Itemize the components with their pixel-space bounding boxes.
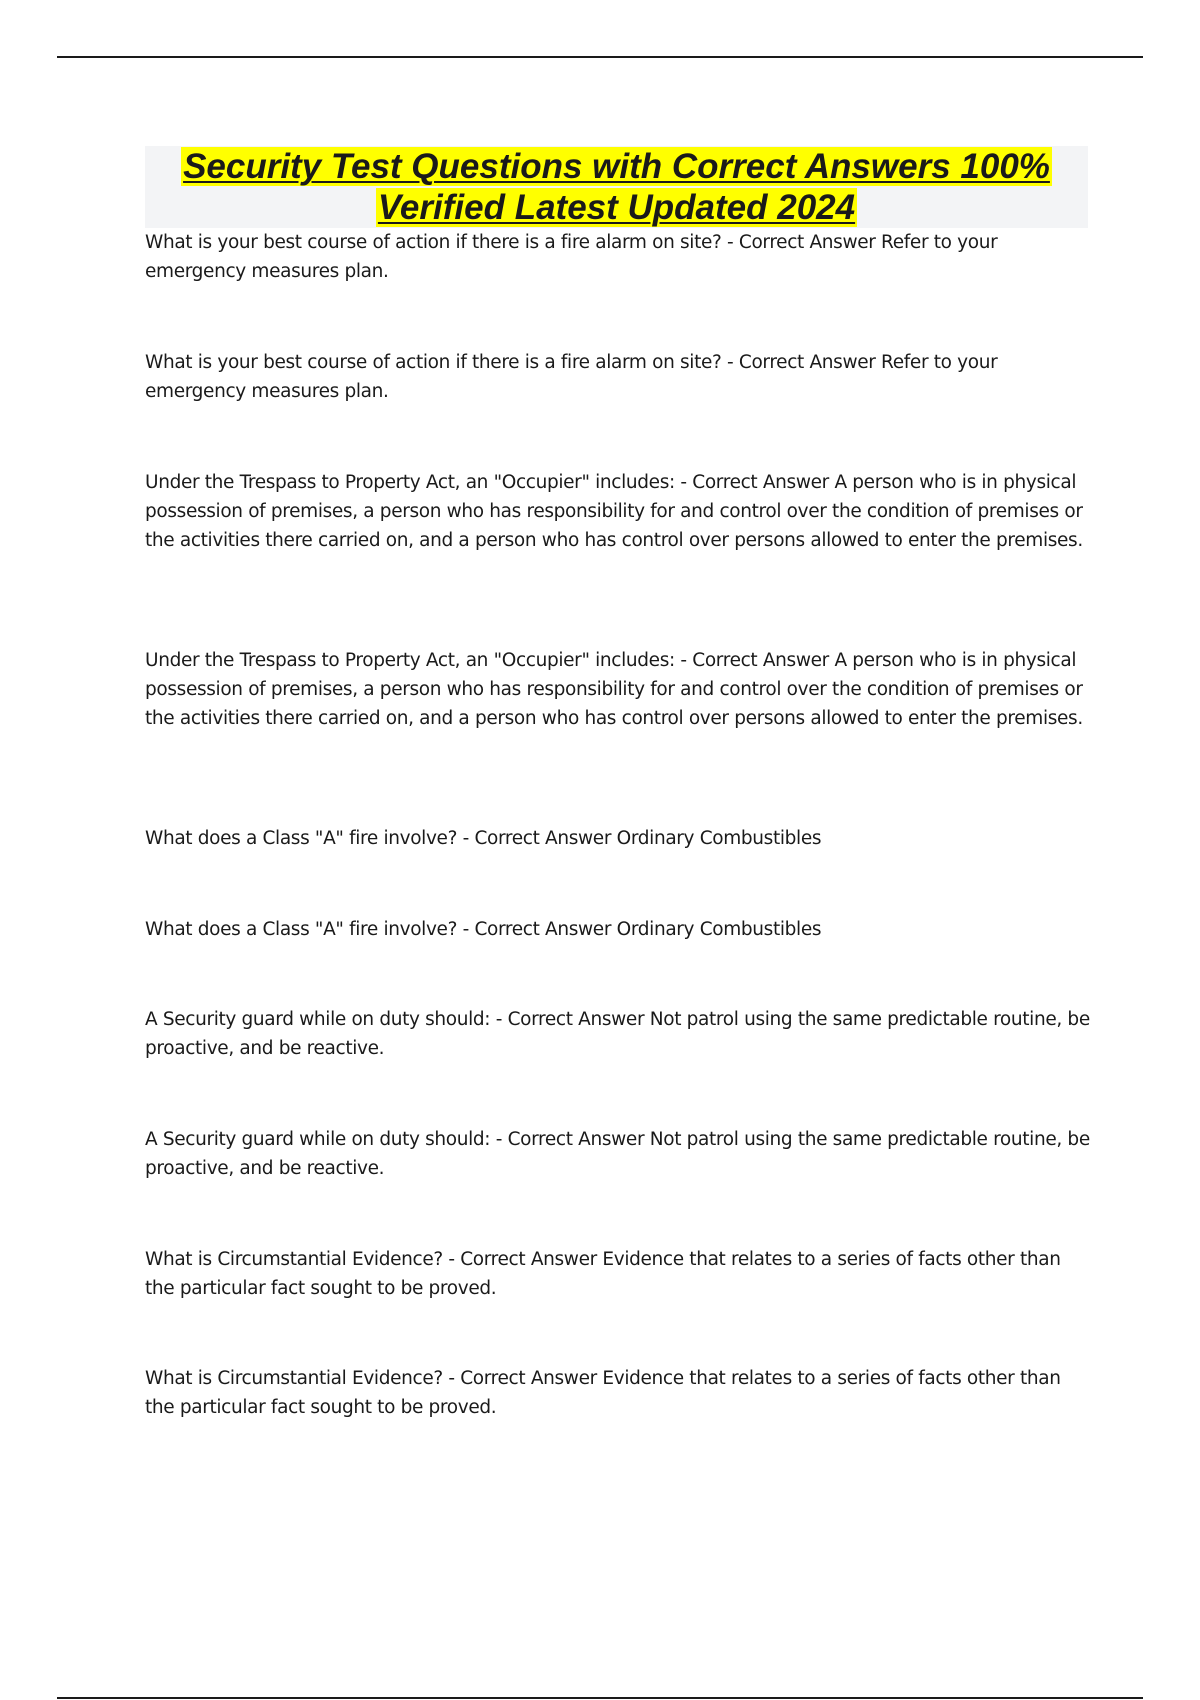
qa-entry: A Security guard while on duty should: - Correct Answer Not patrol using the same predictable routine, be proactive, and be reactive. xyxy=(145,1129,1090,1179)
top-rule xyxy=(57,56,1143,58)
title-line-1: Security Test Questions with Correct Answers 100% xyxy=(183,147,1050,186)
qa-entry: What does a Class "A" fire involve? - Correct Answer Ordinary Combustibles xyxy=(145,828,822,849)
qa-entry: What is your best course of action if there is a fire alarm on site? - Correct Answer Refer to your emergency measures plan. xyxy=(145,232,998,282)
qa-entry: What does a Class "A" fire involve? - Correct Answer Ordinary Combustibles xyxy=(145,919,822,940)
qa-entry: What is Circumstantial Evidence? - Correct Answer Evidence that relates to a series of facts other than the particular fact sought to be proved. xyxy=(145,1368,1061,1418)
bottom-rule xyxy=(57,1697,1143,1699)
qa-entry: What is your best course of action if there is a fire alarm on site? - Correct Answer Refer to your emergency measures plan. xyxy=(145,352,998,402)
qa-entry: A Security guard while on duty should: - Correct Answer Not patrol using the same predictable routine, be proactive, and be reactive. xyxy=(145,1009,1090,1059)
qa-entry: Under the Trespass to Property Act, an "Occupier" includes: - Correct Answer A person who is in physical possession of premises, a person who has responsibility for and control over the condition of premises or the activities there carried on, and a person who has control over persons allowed to enter the premises. xyxy=(145,472,1083,551)
qa-entry: Under the Trespass to Property Act, an "Occupier" includes: - Correct Answer A person who is in physical possession of premises, a person who has responsibility for and control over the condition of premises or the activities there carried on, and a person who has control over persons allowed to enter the premises. xyxy=(145,650,1083,729)
qa-entry: What is Circumstantial Evidence? - Correct Answer Evidence that relates to a series of facts other than the particular fact sought to be proved. xyxy=(145,1249,1061,1299)
title-line-2: Verified Latest Updated 2024 xyxy=(377,188,856,227)
document-title xyxy=(145,146,1088,228)
